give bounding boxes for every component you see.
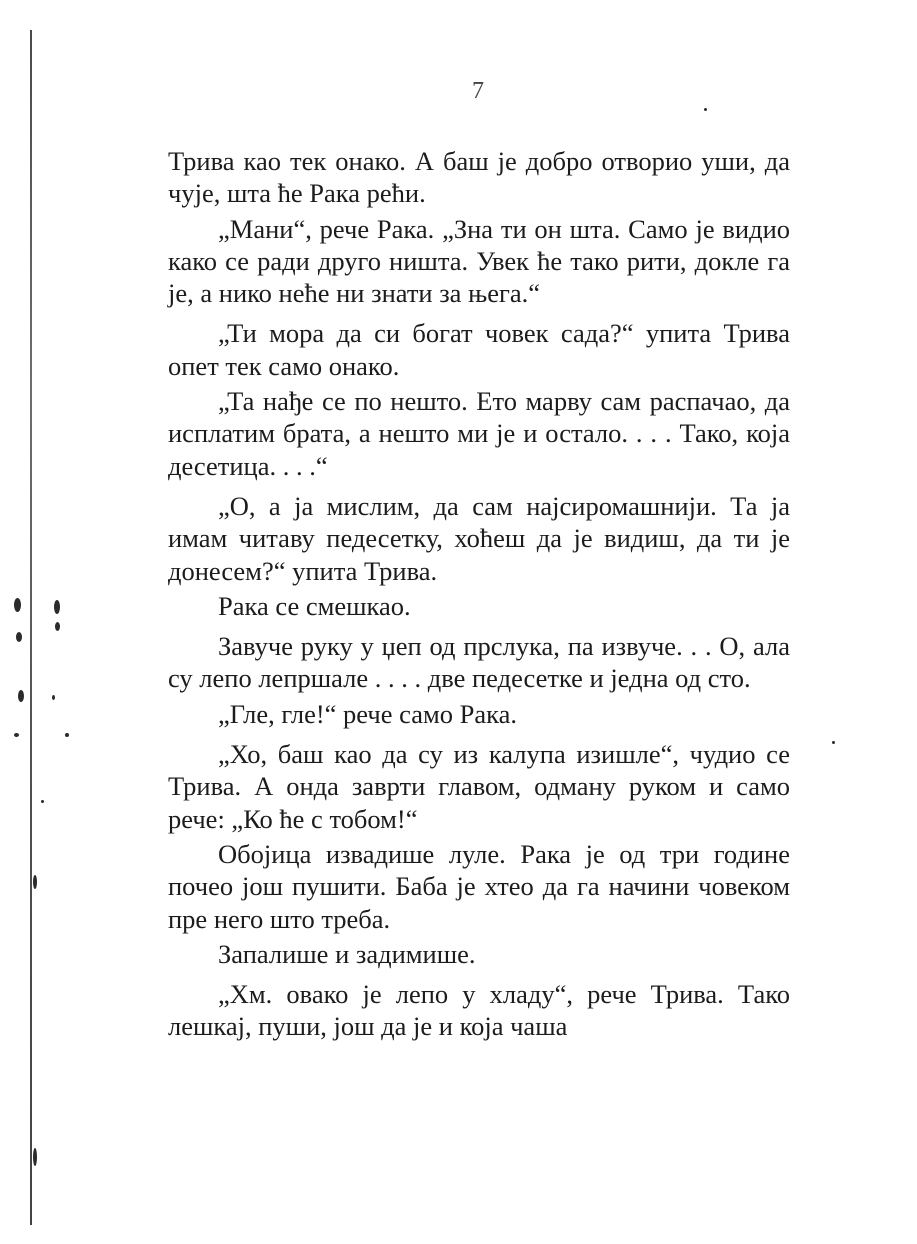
paragraph: Обојица извадише луле. Рака је од три године почео још пушити. Баба је хтео да га начини човеком пре него што треба. (168, 838, 790, 934)
paragraph: Рака се смешкао. (218, 590, 411, 621)
body-text (168, 145, 790, 1043)
ink-speck (33, 1148, 37, 1166)
ink-speck (41, 800, 44, 803)
paragraph: „Та нађе се по нешто. Ето марву сам распачао, да исплатим брата, а нешто ми је и остало. . . . Тако, која десетица. . . .“ (168, 386, 790, 481)
paragraph: „О, а ја мислим, да сам најсиромашнији. Та ја имам читаву педесетку, хоћеш да је видиш, да ти је донесем?“ упита Трива. (168, 490, 790, 586)
ink-speck (14, 733, 19, 737)
ink-speck (55, 622, 60, 631)
page-number: 7 (472, 78, 484, 104)
ink-speck (832, 741, 835, 744)
paragraph: „Хо, баш као да су из калупа изишле“, чудио се Трива. А онда заврти главом, одману руком и само рече: „Ко ће с тобом!“ (168, 739, 790, 834)
paragraph: Запалише и задимише. (218, 938, 476, 969)
ink-speck (65, 733, 69, 737)
paragraph: „Мани“, рече Рака. „Зна ти он шта. Само је видио како се ради друго ништа. Увек ће тако рити, докле га је, а нико неће ни знати за њега.“ (168, 213, 790, 309)
ink-speck (704, 108, 707, 111)
ink-speck (54, 600, 60, 614)
ink-speck (33, 875, 37, 889)
paragraph: Завуче руку у џеп од прслука, па извуче. . . О, ала су лепо лепршале . . . . две педесетке и једна од сто. (168, 631, 790, 694)
ink-speck (52, 695, 55, 700)
ink-speck (14, 598, 21, 612)
paragraph: „Ти мора да си богат човек сада?“ упита Трива опет тек само онако. (168, 318, 790, 381)
ink-speck (16, 632, 22, 642)
binding-edge-line (30, 30, 32, 1225)
paragraph: „Гле, гле!“ рече само Рака. (218, 698, 517, 729)
paragraph: „Хм. овако је лепо у хладу“, рече Трива. Тако лешкај, пуши, још да је и која чаша (168, 979, 790, 1042)
ink-speck (18, 690, 24, 702)
paragraph: Трива као тек онако. А баш је добро отворио уши, да чује, шта ће Рака рећи. (168, 146, 790, 209)
